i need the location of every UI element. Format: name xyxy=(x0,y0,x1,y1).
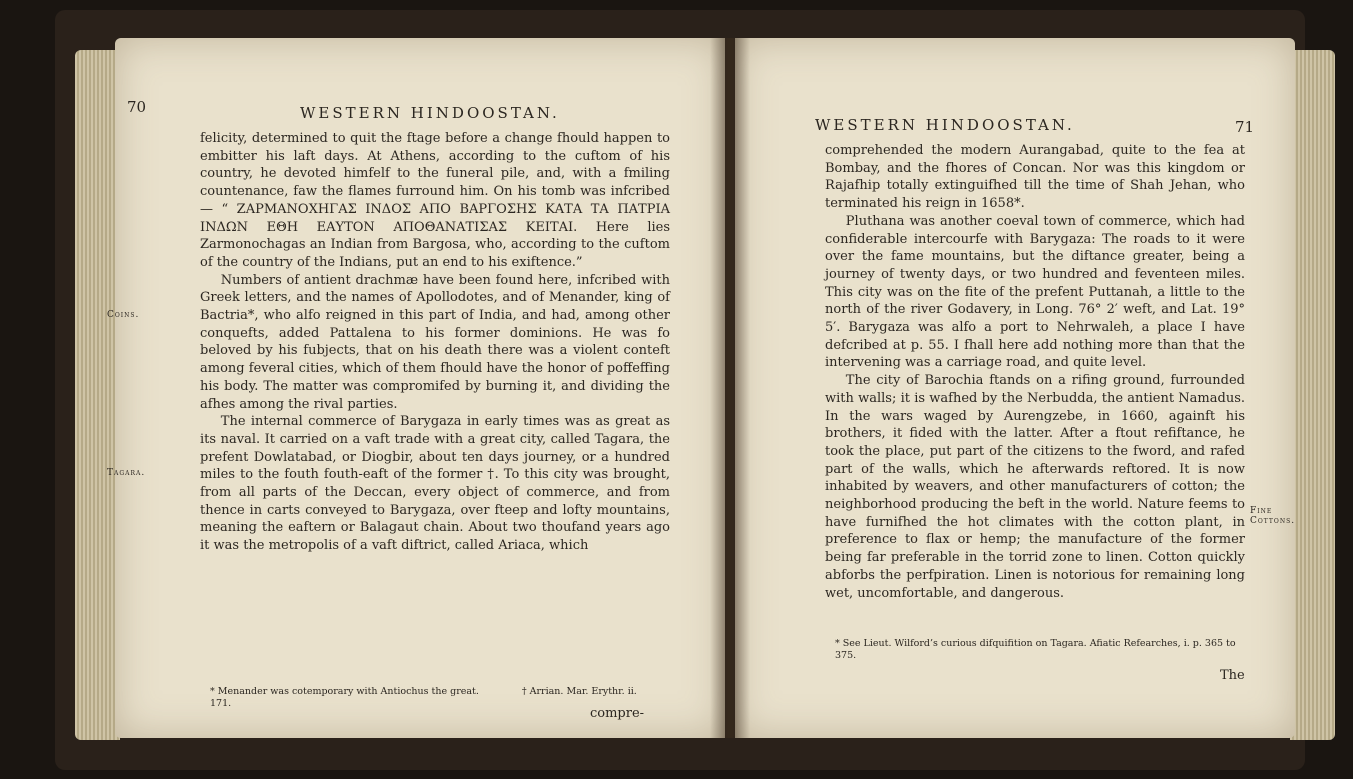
paragraph: The city of Barochia ftands on a rifing ground, furrounded with walls; it is wafhed by the Nerbudda, the antient Namadus. In the wars waged by Aurengzebe, in 1660, againft his brothers, it fided with the latter. After a ftout refiftance, he took the place, put part of the citizens to the fword, and rafed part of the walls, which he afterwards reftored. It is now inhabited by weavers, and other manufacturers of cotton; the neighborhood producing the beft in the world. Nature feems to have furnifhed the hot climates with the cotton plant, in preference to flax or hemp; the manufacture of the former being far preferable in the torrid zone to linen. Cotton quickly abforbs the perfpiration. Linen is notorious for remaining long wet, uncomfortable, and dangerous. xyxy=(825,373,1245,601)
book-gutter xyxy=(710,38,750,738)
paragraph: Pluthana was another coeval town of commerce, which had confiderable intercourfe with Barygaza: The roads to it were over the fame mountains, but the diftance greater, being a journey of twenty days, or two hundred and feventeen miles. This city was on the fite of the prefent Puttanah, a little to the north of the river Godavery, in Long. 76° 2′ weft, and Lat. 19° 5′. Barygaza was alfo a port to Nehrwaleh, a place I have defcribed at p. 55. I fhall here add nothing more than that the intervening was a carriage road, and quite level. xyxy=(825,213,1245,371)
margin-note: Coins. xyxy=(107,310,140,320)
footnote: * See Lieut. Wilford’s curious difquifition on Tagara. Afiatic Refearches, i. p. 365 to 375. xyxy=(835,638,1236,661)
running-header: WESTERN HINDOOSTAN. xyxy=(815,116,1075,134)
page-edges-right xyxy=(1290,50,1335,740)
catchword: The xyxy=(1220,668,1245,683)
page-number: 71 xyxy=(1235,118,1255,136)
catchword: compre- xyxy=(590,706,645,721)
margin-note: Tagara. xyxy=(107,468,146,478)
footnotes xyxy=(835,638,1245,662)
footnote: † Arrian. Mar. Erythr. ii. 171. xyxy=(210,686,637,709)
right-page xyxy=(735,38,1295,738)
paragraph: The internal commerce of Barygaza in early times was as great as its naval. It carried on a vaft trade with a great city, called Tagara, the prefent Dowlatabad, or Diogbir, about ten days journey, or a hundred miles to the fouth fouth-eaft of the former †. To this city was brought, from all parts of the Deccan, every object of commerce, and from thence in carts conveyed to Barygaza, over fteep and lofty mountains, meaning the eaftern or Balagaut chain. About two thoufand years ago it was the metropolis of a vaft diftrict, called Ariaca, which xyxy=(200,414,670,554)
open-book xyxy=(55,10,1305,770)
page-edges-left xyxy=(75,50,120,740)
body-text xyxy=(200,130,670,555)
paragraph: felicity, determined to quit the ftage before a change fhould happen to embitter his laft days. At Athens, according to the cuftom of his country, he devoted himfelf to the funeral pile, and, with a fmiling countenance, faw the flames furround him. On his tomb was infcribed — “ ΖΑΡΜΑΝΟΧΗΓΑΣ ΙΝΔΟΣ ΑΠΟ ΒΑΡΓΟΣΗΣ ΚΑΤΑ ΤΑ ΠΑΤΡΙΑ ΙΝΔΩΝ ΕΘΗ ΕΑΥΤΟΝ ΑΠΟΘΑΝΑΤΙΣΑΣ ΚΕΙΤΑΙ. Here lies Zarmonochagas an Indian from Bargosa, who, according to the cuftom of the country of the Indians, put an end to his exiftence.” xyxy=(200,131,670,270)
body-text xyxy=(825,142,1245,602)
paragraph: comprehended the modern Aurangabad, quite to the fea at Bombay, and the fhores of Concan. Nor was this kingdom or Rajafhip totally extinguifhed till the time of Shah Jehan, who terminated his reign in 1658*. xyxy=(825,143,1245,212)
paragraph: Numbers of antient drachmæ have been found here, infcribed with Greek letters, and the names of Apollodotes, and of Menander, king of Bactria*, who alfo reigned in this part of India, and had, among other conquefts, added Pattalena to his former dominions. He was fo beloved by his fubjects, that on his death there was a violent conteft among feveral cities, which of them fhould have the honor of poffeffing his body. The matter was compromifed by burning it, and dividing the afhes among the rival parties. xyxy=(200,272,670,412)
running-header: WESTERN HINDOOSTAN. xyxy=(300,104,560,122)
footnote: * Menander was cotemporary with Antiochus the great. xyxy=(210,686,479,697)
page-number: 70 xyxy=(127,98,147,116)
margin-note: Fine Cottons. xyxy=(1250,506,1296,526)
left-page xyxy=(107,38,725,738)
